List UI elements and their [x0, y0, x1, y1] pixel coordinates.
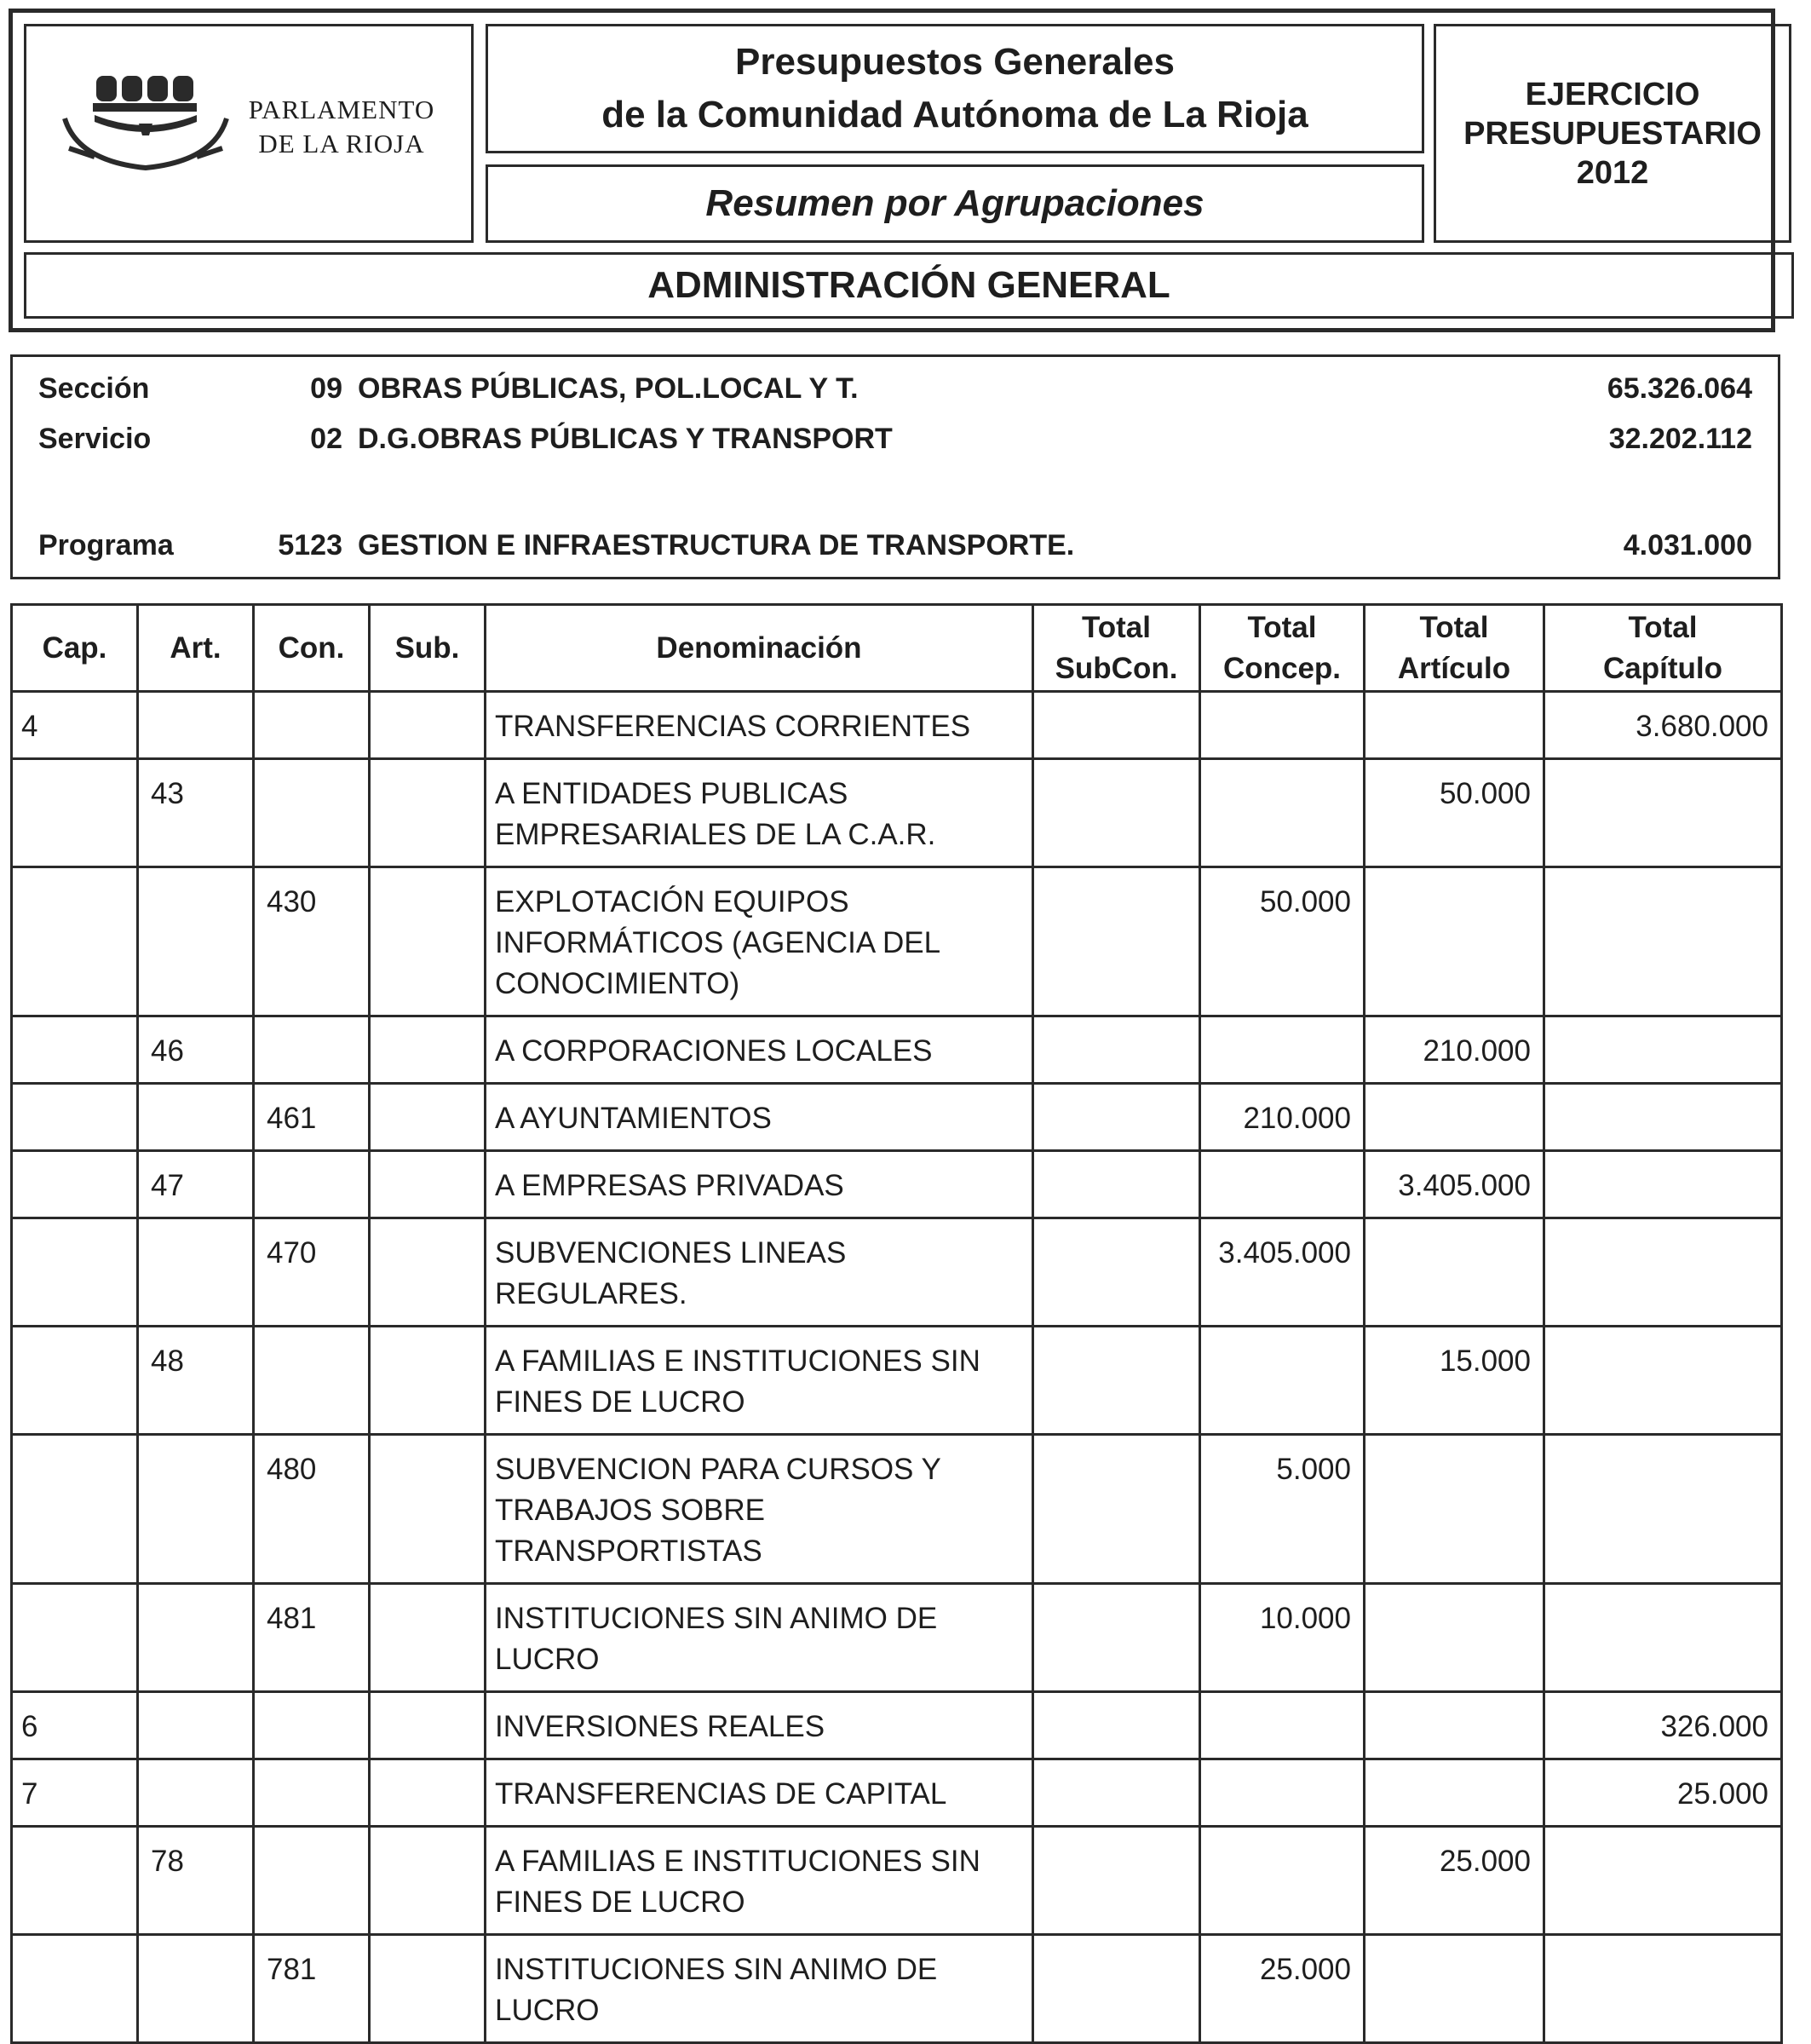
logo-box — [24, 24, 474, 243]
programa-name: GESTION E INFRAESTRUCTURA DE TRANSPORTE. — [358, 529, 1075, 561]
cell-con: 480 — [254, 1435, 370, 1584]
table-row — [12, 867, 1782, 1016]
cell-art — [138, 1584, 254, 1692]
table-header-row — [12, 605, 1782, 692]
cell-total-subcon — [1033, 1584, 1200, 1692]
cell-art — [138, 1084, 254, 1151]
seccion-label: Sección — [38, 372, 150, 405]
document-title — [486, 24, 1424, 153]
cell-total-concep: 5.000 — [1200, 1435, 1365, 1584]
table-row — [12, 1584, 1782, 1692]
table-row — [12, 1692, 1782, 1759]
cell-art — [138, 1692, 254, 1759]
cell-total-concep — [1200, 1759, 1365, 1827]
table-row — [12, 1327, 1782, 1435]
cell-total-subcon — [1033, 1327, 1200, 1435]
cell-cap — [12, 1827, 138, 1935]
cell-total-concep — [1200, 1827, 1365, 1935]
subtitle-text: Resumen por Agrupaciones — [705, 182, 1204, 224]
cell-con — [254, 1692, 370, 1759]
cell-total-concep — [1200, 759, 1365, 867]
cell-total-concep: 10.000 — [1200, 1584, 1365, 1692]
col-header-total-concep-line1: Total — [1247, 610, 1317, 644]
cell-art: 78 — [138, 1827, 254, 1935]
cell-denominacion: EXPLOTACIÓN EQUIPOS INFORMÁTICOS (AGENCIA DEL CONOCIMIENTO) — [486, 867, 1033, 1016]
cell-total-articulo — [1365, 1935, 1544, 2043]
cell-total-capitulo — [1544, 1084, 1782, 1151]
cell-total-subcon — [1033, 759, 1200, 867]
logo-text — [218, 93, 465, 161]
cell-con — [254, 1759, 370, 1827]
servicio-amount: 32.202.112 — [1608, 423, 1752, 455]
cell-total-capitulo — [1544, 1827, 1782, 1935]
cell-total-articulo — [1365, 692, 1544, 759]
table-row — [12, 1759, 1782, 1827]
cell-denominacion: A FAMILIAS E INSTITUCIONES SIN FINES DE LUCRO — [486, 1827, 1033, 1935]
cell-total-subcon — [1033, 1935, 1200, 2043]
col-header-total-capitulo-line1: Total — [1628, 610, 1698, 644]
cell-total-articulo: 50.000 — [1365, 759, 1544, 867]
cell-art — [138, 1935, 254, 2043]
cell-total-articulo — [1365, 1435, 1544, 1584]
cell-cap: 4 — [12, 692, 138, 759]
cell-sub — [370, 692, 486, 759]
cell-denominacion: INVERSIONES REALES — [486, 1692, 1033, 1759]
cell-total-capitulo: 3.680.000 — [1544, 692, 1782, 759]
cell-con — [254, 692, 370, 759]
year-value: 2012 — [1576, 154, 1649, 191]
cell-total-articulo: 210.000 — [1365, 1016, 1544, 1084]
cell-cap — [12, 1935, 138, 2043]
parliament-logo-icon — [60, 67, 231, 187]
cell-cap — [12, 867, 138, 1016]
cell-total-capitulo — [1544, 1435, 1782, 1584]
cell-total-capitulo — [1544, 1327, 1782, 1435]
programa-amount: 4.031.000 — [1623, 529, 1752, 561]
cell-sub — [370, 1692, 486, 1759]
table-row — [12, 1084, 1782, 1151]
seccion-code: 09 — [310, 372, 342, 405]
cell-denominacion: TRANSFERENCIAS CORRIENTES — [486, 692, 1033, 759]
table-row — [12, 692, 1782, 759]
col-header-total-concep — [1200, 605, 1365, 692]
col-header-total-subcon-line2: SubCon. — [1055, 651, 1178, 685]
cell-denominacion: A ENTIDADES PUBLICAS EMPRESARIALES DE LA C.A.R. — [486, 759, 1033, 867]
table-row — [12, 1218, 1782, 1327]
cell-sub — [370, 1584, 486, 1692]
cell-con: 470 — [254, 1218, 370, 1327]
cell-denominacion: A CORPORACIONES LOCALES — [486, 1016, 1033, 1084]
cell-total-capitulo — [1544, 759, 1782, 867]
col-header-total-capitulo — [1544, 605, 1782, 692]
table-row — [12, 1435, 1782, 1584]
cell-total-articulo — [1365, 1692, 1544, 1759]
cell-cap — [12, 1151, 138, 1218]
budget-table — [10, 603, 1783, 2044]
cell-art — [138, 867, 254, 1016]
cell-art — [138, 1435, 254, 1584]
year-line1: EJERCICIO — [1525, 76, 1700, 112]
cell-con — [254, 1151, 370, 1218]
cell-denominacion: SUBVENCION PARA CURSOS Y TRABAJOS SOBRE TRANSPORTISTAS — [486, 1435, 1033, 1584]
cell-sub — [370, 1016, 486, 1084]
cell-sub — [370, 1759, 486, 1827]
cell-total-capitulo — [1544, 1218, 1782, 1327]
servicio-code: 02 — [310, 423, 342, 455]
cell-con — [254, 1016, 370, 1084]
col-header-total-capitulo-line2: Capítulo — [1603, 651, 1722, 685]
cell-total-concep — [1200, 1327, 1365, 1435]
cell-art: 43 — [138, 759, 254, 867]
table-row — [12, 1935, 1782, 2043]
cell-cap — [12, 759, 138, 867]
cell-total-subcon — [1033, 1151, 1200, 1218]
cell-sub — [370, 1327, 486, 1435]
cell-cap — [12, 1084, 138, 1151]
cell-total-articulo — [1365, 1084, 1544, 1151]
col-header-sub: Sub. — [370, 605, 486, 692]
table-row — [12, 1016, 1782, 1084]
cell-total-subcon — [1033, 1218, 1200, 1327]
cell-denominacion: INSTITUCIONES SIN ANIMO DE LUCRO — [486, 1935, 1033, 2043]
cell-total-concep: 25.000 — [1200, 1935, 1365, 2043]
col-header-total-articulo — [1365, 605, 1544, 692]
col-header-total-concep-line2: Concep. — [1222, 651, 1342, 685]
cell-sub — [370, 1827, 486, 1935]
col-header-art: Art. — [138, 605, 254, 692]
cell-sub — [370, 1218, 486, 1327]
table-row — [12, 1151, 1782, 1218]
cell-con: 461 — [254, 1084, 370, 1151]
table-row — [12, 759, 1782, 867]
cell-total-articulo — [1365, 1584, 1544, 1692]
col-header-total-articulo-line2: Artículo — [1397, 651, 1511, 685]
administration-text: ADMINISTRACIÓN GENERAL — [647, 264, 1170, 306]
cell-cap — [12, 1218, 138, 1327]
programa-label: Programa — [38, 529, 174, 561]
cell-total-subcon — [1033, 1016, 1200, 1084]
cell-cap — [12, 1016, 138, 1084]
cell-denominacion: A FAMILIAS E INSTITUCIONES SIN FINES DE LUCRO — [486, 1327, 1033, 1435]
cell-sub — [370, 1435, 486, 1584]
logo-text-line1: PARLAMENTO — [248, 95, 435, 124]
document-subtitle — [486, 164, 1424, 243]
cell-total-subcon — [1033, 1692, 1200, 1759]
cell-total-concep: 3.405.000 — [1200, 1218, 1365, 1327]
cell-art: 47 — [138, 1151, 254, 1218]
cell-total-capitulo — [1544, 867, 1782, 1016]
title-line2: de la Comunidad Autónoma de La Rioja — [601, 94, 1308, 135]
cell-con: 481 — [254, 1584, 370, 1692]
cell-con: 781 — [254, 1935, 370, 2043]
cell-total-subcon — [1033, 1827, 1200, 1935]
cell-total-articulo — [1365, 1218, 1544, 1327]
table-row — [12, 1827, 1782, 1935]
col-header-total-articulo-line1: Total — [1419, 610, 1489, 644]
budget-table-body — [12, 692, 1782, 2043]
cell-denominacion: A AYUNTAMIENTOS — [486, 1084, 1033, 1151]
cell-con — [254, 1327, 370, 1435]
cell-cap: 7 — [12, 1759, 138, 1827]
cell-total-articulo: 25.000 — [1365, 1827, 1544, 1935]
col-header-denominacion: Denominación — [486, 605, 1033, 692]
cell-total-concep: 50.000 — [1200, 867, 1365, 1016]
seccion-name: OBRAS PÚBLICAS, POL.LOCAL Y T. — [358, 372, 859, 405]
cell-sub — [370, 867, 486, 1016]
cell-cap — [12, 1327, 138, 1435]
cell-denominacion: INSTITUCIONES SIN ANIMO DE LUCRO — [486, 1584, 1033, 1692]
cell-total-articulo: 3.405.000 — [1365, 1151, 1544, 1218]
cell-total-concep — [1200, 1151, 1365, 1218]
cell-sub — [370, 1084, 486, 1151]
cell-total-concep — [1200, 692, 1365, 759]
cell-total-articulo — [1365, 1759, 1544, 1827]
cell-total-subcon — [1033, 1084, 1200, 1151]
program-info — [10, 354, 1780, 579]
col-header-cap: Cap. — [12, 605, 138, 692]
cell-total-capitulo: 326.000 — [1544, 1692, 1782, 1759]
servicio-label: Servicio — [38, 423, 152, 455]
cell-art — [138, 692, 254, 759]
title-line1: Presupuestos Generales — [734, 41, 1175, 83]
year-line2: PRESUPUESTARIO — [1463, 115, 1762, 152]
seccion-amount: 65.326.064 — [1607, 372, 1752, 405]
cell-total-capitulo — [1544, 1016, 1782, 1084]
col-header-total-subcon — [1033, 605, 1200, 692]
fiscal-year-box — [1434, 24, 1791, 243]
cell-total-concep — [1200, 1692, 1365, 1759]
programa-code: 5123 — [278, 529, 342, 561]
col-header-con: Con. — [254, 605, 370, 692]
cell-art: 48 — [138, 1327, 254, 1435]
cell-total-capitulo — [1544, 1151, 1782, 1218]
cell-total-capitulo: 25.000 — [1544, 1759, 1782, 1827]
cell-con: 430 — [254, 867, 370, 1016]
cell-denominacion: SUBVENCIONES LINEAS REGULARES. — [486, 1218, 1033, 1327]
cell-denominacion: A EMPRESAS PRIVADAS — [486, 1151, 1033, 1218]
cell-total-concep: 210.000 — [1200, 1084, 1365, 1151]
cell-total-concep — [1200, 1016, 1365, 1084]
administration-banner — [24, 252, 1794, 319]
cell-sub — [370, 1151, 486, 1218]
servicio-name: D.G.OBRAS PÚBLICAS Y TRANSPORT — [358, 423, 893, 455]
cell-art — [138, 1218, 254, 1327]
cell-sub — [370, 1935, 486, 2043]
cell-art: 46 — [138, 1016, 254, 1084]
cell-denominacion: TRANSFERENCIAS DE CAPITAL — [486, 1759, 1033, 1827]
cell-art — [138, 1759, 254, 1827]
cell-total-capitulo — [1544, 1935, 1782, 2043]
cell-cap — [12, 1435, 138, 1584]
cell-cap — [12, 1584, 138, 1692]
cell-total-articulo — [1365, 867, 1544, 1016]
cell-total-subcon — [1033, 1435, 1200, 1584]
cell-sub — [370, 759, 486, 867]
cell-cap: 6 — [12, 1692, 138, 1759]
cell-total-articulo: 15.000 — [1365, 1327, 1544, 1435]
cell-total-subcon — [1033, 1759, 1200, 1827]
cell-con — [254, 759, 370, 867]
cell-total-capitulo — [1544, 1584, 1782, 1692]
cell-con — [254, 1827, 370, 1935]
cell-total-subcon — [1033, 692, 1200, 759]
cell-total-subcon — [1033, 867, 1200, 1016]
col-header-total-subcon-line1: Total — [1081, 610, 1151, 644]
logo-text-line2: DE LA RIOJA — [258, 129, 425, 158]
